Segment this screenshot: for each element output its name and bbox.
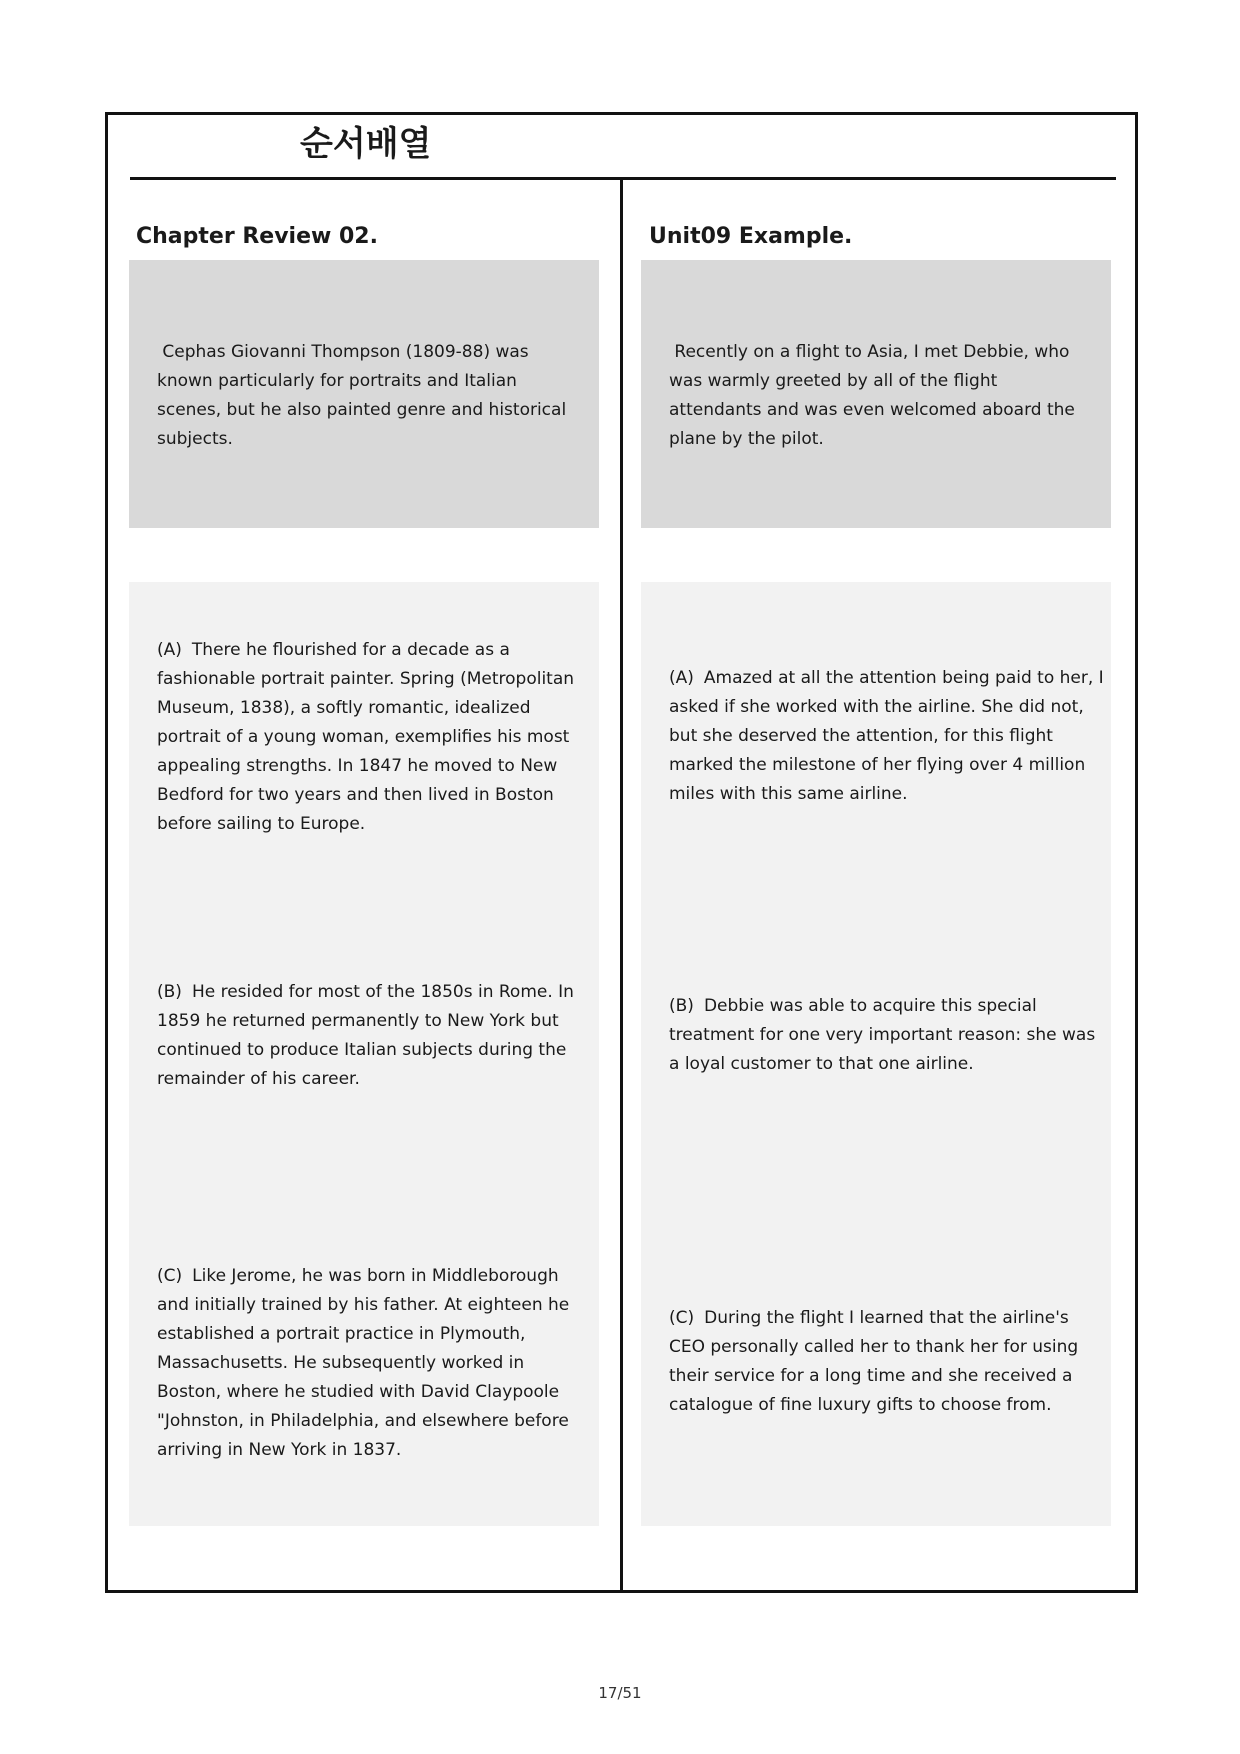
option-text: He resided for most of the 1850s in Rome. In 1859 he returned permanently to New York but continued to produce Italian subjects during the remainder of his career. bbox=[157, 982, 574, 1089]
option-label: (A) bbox=[669, 668, 694, 688]
right-option-b bbox=[669, 992, 1105, 1079]
right-intro-box bbox=[641, 260, 1111, 528]
left-column-heading: Chapter Review 02. bbox=[136, 224, 378, 249]
right-option-a bbox=[669, 664, 1105, 809]
left-option-b bbox=[157, 978, 593, 1094]
left-option-c bbox=[157, 1262, 593, 1465]
right-option-c bbox=[669, 1304, 1105, 1420]
option-label: (C) bbox=[669, 1308, 695, 1328]
page-title: 순서배열 bbox=[300, 124, 432, 164]
right-column-heading: Unit09 Example. bbox=[649, 224, 853, 249]
page-number: 17/51 bbox=[598, 1684, 642, 1702]
left-intro-box bbox=[129, 260, 599, 528]
left-options-box bbox=[129, 582, 599, 1526]
option-label: (B) bbox=[157, 982, 182, 1002]
column-divider bbox=[620, 180, 623, 1593]
option-text: Debbie was able to acquire this special treatment for one very important reason: she was a loyal customer to that one airline. bbox=[669, 996, 1096, 1074]
option-text: During the flight I learned that the airline's CEO personally called her to thank her for using their service for a long time and she received a catalogue of fine luxury gifts to choose from. bbox=[669, 1308, 1079, 1415]
option-text: Amazed at all the attention being paid to her, I asked if she worked with the airline. She did not, but she deserved the attention, for this flight marked the milestone of her flying over 4 million miles with this same airline. bbox=[669, 668, 1104, 804]
left-option-a bbox=[157, 636, 593, 839]
right-intro-text: Recently on a flight to Asia, I met Debbie, who was warmly greeted by all of the flight attendants and was even welcomed aboard the plane by the pilot. bbox=[669, 342, 1081, 449]
right-options-box bbox=[641, 582, 1111, 1526]
left-intro-text: Cephas Giovanni Thompson (1809-88) was known particularly for portraits and Italian scenes, but he also painted genre and historical subjects. bbox=[157, 342, 572, 449]
option-label: (C) bbox=[157, 1266, 183, 1286]
option-text: There he flourished for a decade as a fashionable portrait painter. Spring (Metropolitan Museum, 1838), a softly romantic, idealized portrait of a young woman, exemplifies his most appealing strengths. In 1847 he moved to New Bedford for two years and then lived in Boston before sailing to Europe. bbox=[157, 640, 575, 834]
title-divider bbox=[130, 177, 1116, 180]
option-label: (A) bbox=[157, 640, 182, 660]
option-label: (B) bbox=[669, 996, 694, 1016]
option-text: Like Jerome, he was born in Middleborough and initially trained by his father. At eighteen he established a portrait practice in Plymouth, Massachusetts. He subsequently worked in Boston, where he studied with David Claypoole "Johnston, in Philadelphia, and elsewhere before arriving in New York in 1837. bbox=[157, 1266, 570, 1460]
